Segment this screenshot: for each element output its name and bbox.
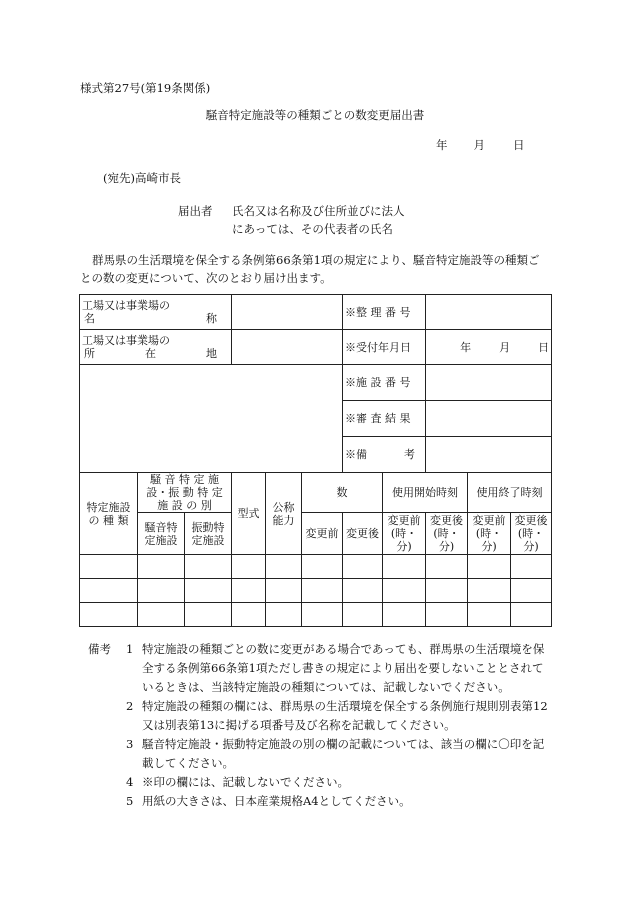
col-capacity: 公称能力 [266,473,302,555]
col-start-before: 変更前(時・分) [383,513,426,555]
col-start-after: 変更後(時・分) [426,513,468,555]
note-item: 3 騒音特定施設・振動特定施設の別の欄の記載については、該当の欄に〇印を記載してください。 [126,737,545,770]
col-noise-facility: 騒音特定施設 [138,513,185,555]
review-result-label: ※審 査 結 果 [343,401,426,437]
facility-number-field [426,365,552,401]
note-item: 5 用紙の大きさは、日本産業規格A4としてください。 [126,794,411,808]
notifier-label: 届出者 [178,204,213,218]
table-row [80,579,552,603]
facility-number-label: ※施 設 番 号 [343,365,426,401]
addressee: (宛先)高崎市長 [103,171,181,185]
note-item: 2 特定施設の種類の欄には、群馬県の生活環境を保全する条例施行規則別表第12又は別表第13に掲げる項番号及び名称を記載してください。 [126,699,548,732]
note-item: 4 ※印の欄には、記載しないでください。 [126,775,349,789]
notifier-description-2: にあっては、その代表者の氏名 [232,222,393,236]
col-end-time: 使用終了時刻 [468,473,552,513]
col-count: 数 [302,473,383,513]
received-date-label: ※受付年月日 [343,330,426,365]
note-item: 1 特定施設の種類ごとの数に変更がある場合であっても、群馬県の生活環境を保全する条例第66条第1項ただし書きの規定により届出を要しないこととされているときは、当該特定施設の種類については、記載しないでください。 [126,642,545,694]
col-category: 騒 音 特 定 施 設・振 動 特 定 施 設 の 別 [138,473,232,513]
blank-area [80,365,343,473]
date-day-label: 日 [513,138,525,152]
received-date-field: 年 月 日 [426,330,552,365]
col-count-before: 変更前 [302,513,343,555]
factory-address-field[interactable] [232,330,343,365]
col-start-time: 使用開始時刻 [383,473,468,513]
notification-table [79,294,552,627]
table-row [80,555,552,579]
col-end-before: 変更前(時・分) [468,513,511,555]
col-model: 型式 [232,473,266,555]
review-result-field [426,401,552,437]
col-facility-type: 特定施設の 種 類 [80,473,138,555]
factory-address-label: 工場又は事業場の 所 在 地 [80,330,232,365]
intro-paragraph: 群馬県の生活環境を保全する条例第66条第1項の規定により、騒音特定施設等の種類ごとの数の変更について、次のとおり届け出ます。 [80,253,540,285]
ref-number-label: ※整 理 番 号 [343,295,426,330]
col-end-after: 変更後(時・分) [511,513,552,555]
notes-label: 備考 [88,642,111,656]
notes-section [88,640,550,811]
date-line [436,137,525,153]
form-title: 騒音特定施設等の種類ごとの数変更届出書 [205,108,425,122]
ref-number-field [426,295,552,330]
date-month-label: 月 [473,138,485,152]
table-row [80,603,552,627]
remarks-field [426,437,552,473]
factory-name-label: 工場又は事業場の 名 称 [80,295,232,330]
notifier-description-1: 氏名又は名称及び住所並びに法人 [232,204,405,218]
form-number: 様式第27号(第19条関係) [80,81,211,95]
col-vibration-facility: 振動特定施設 [185,513,232,555]
date-year-label: 年 [436,138,448,152]
factory-name-field[interactable] [232,295,343,330]
remarks-label: ※備 考 [343,437,426,473]
col-count-after: 変更後 [343,513,383,555]
